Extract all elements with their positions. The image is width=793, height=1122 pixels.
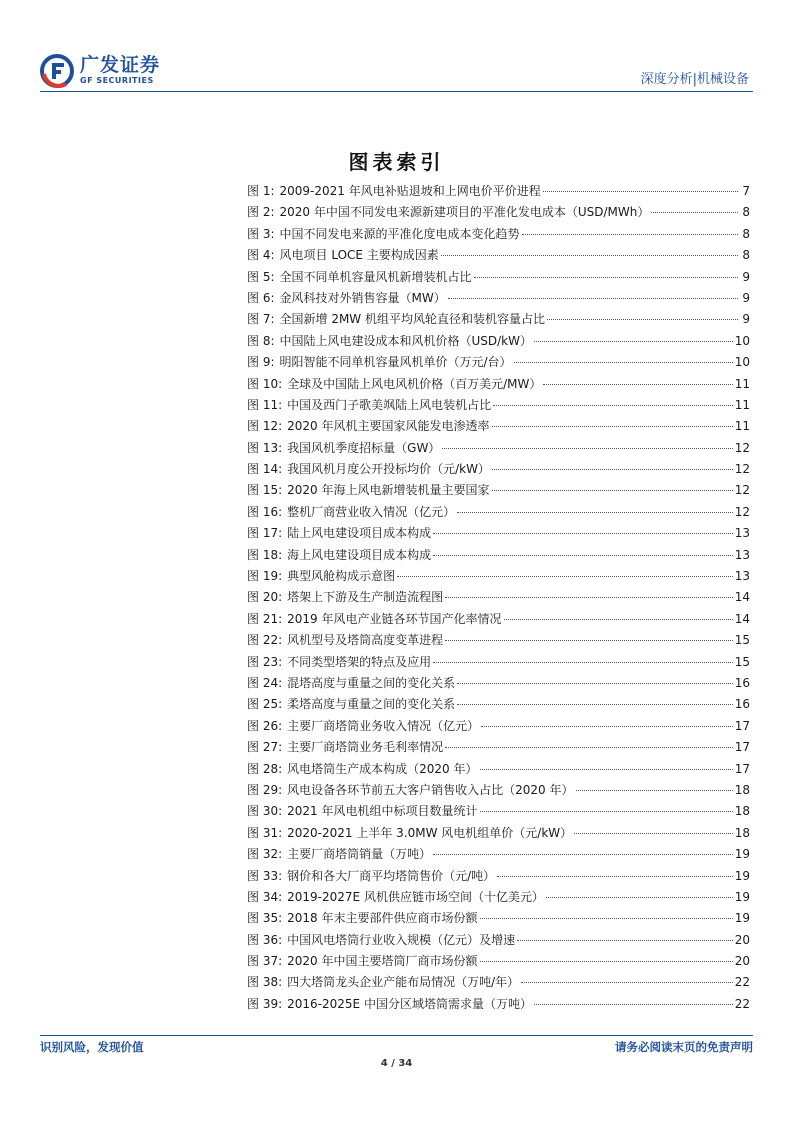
toc-entry[interactable]: [247, 416, 750, 437]
toc-entry[interactable]: [247, 459, 750, 480]
figure-page-number: 18: [734, 804, 750, 819]
logo-english-name: GF SECURITIES: [80, 76, 154, 85]
figure-number: 图 23:: [247, 654, 283, 669]
figure-page-number: 16: [734, 697, 750, 712]
dot-leader: [504, 619, 733, 620]
gf-logo-icon: [40, 54, 74, 88]
figure-number: 图 6:: [247, 290, 275, 305]
figure-title: 中国风电塔筒行业收入规模（亿元）及增速: [287, 932, 516, 947]
toc-entry[interactable]: [247, 780, 750, 801]
figure-page-number: 22: [734, 996, 750, 1011]
toc-entry[interactable]: [247, 673, 750, 694]
figure-title: 风电设备各环节前五大客户销售收入占比（2020 年）: [287, 782, 574, 797]
figure-title: 陆上风电建设项目成本构成: [287, 526, 432, 541]
dot-leader: [480, 811, 733, 812]
figure-page-number: 17: [734, 718, 750, 733]
figure-title: 主要厂商塔筒销量（万吨）: [287, 847, 432, 862]
figure-page-number: 20: [734, 932, 750, 947]
figure-page-number: 8: [742, 205, 750, 220]
toc-entry[interactable]: [247, 759, 750, 780]
dot-leader: [481, 726, 733, 727]
figure-number: 图 11:: [247, 397, 283, 412]
figure-number: 图 31:: [247, 825, 283, 840]
figure-title: 2020 年海上风电新增装机量主要国家: [287, 483, 490, 498]
figure-page-number: 19: [734, 847, 750, 862]
dot-leader: [433, 662, 733, 663]
figure-title: 我国风机季度招标量（GW）: [287, 440, 441, 455]
figure-title: 整机厂商营业收入情况（亿元）: [287, 504, 456, 519]
toc-entry[interactable]: [247, 887, 750, 908]
toc-entry[interactable]: [247, 930, 750, 951]
figure-page-number: 8: [742, 226, 750, 241]
figure-title: 明阳智能不同单机容量风机单价（万元/台）: [279, 355, 512, 370]
dot-leader: [543, 191, 738, 192]
toc-entry[interactable]: [247, 908, 750, 929]
toc-entry[interactable]: [247, 395, 750, 416]
figure-title: 2020-2021 上半年 3.0MW 风电机组单价（元/kW）: [287, 825, 573, 840]
figure-page-number: 7: [742, 184, 750, 198]
figure-title: 中国及西门子歌美飒陆上风电装机占比: [287, 397, 492, 412]
figure-title: 2020 年中国不同发电来源新建项目的平准化发电成本（USD/MWh）: [279, 205, 650, 220]
toc-entry[interactable]: [247, 844, 750, 865]
figure-title: 柔塔高度与重量之间的变化关系: [287, 697, 456, 712]
figure-title: 2009-2021 年风电补贴退坡和上网电价平价进程: [279, 184, 541, 198]
toc-entry[interactable]: [247, 224, 750, 245]
figure-page-number: 10: [734, 333, 750, 348]
toc-entry[interactable]: [247, 245, 750, 266]
figure-page-number: 16: [734, 675, 750, 690]
dot-leader: [522, 234, 738, 235]
figure-number: 图 25:: [247, 697, 283, 712]
figure-page-number: 19: [734, 911, 750, 926]
figure-page-number: 22: [734, 975, 750, 990]
figure-number: 图 13:: [247, 440, 283, 455]
figure-number: 图 9:: [247, 355, 275, 370]
toc-entry[interactable]: [247, 630, 750, 651]
figure-page-number: 15: [734, 633, 750, 648]
figure-number: 图 32:: [247, 847, 283, 862]
figure-title: 典型风舱构成示意图: [287, 569, 396, 584]
figure-page-number: 12: [734, 483, 750, 498]
footer-disclaimer-note: 请务必阅读末页的免责声明: [615, 1040, 753, 1054]
figure-number: 图 4:: [247, 248, 275, 263]
toc-entry[interactable]: [247, 331, 750, 352]
figure-number: 图 5:: [247, 269, 275, 284]
figure-page-number: 13: [734, 569, 750, 584]
dot-leader: [433, 533, 733, 534]
figure-number: 图 24:: [247, 675, 283, 690]
figure-page-number: 18: [734, 782, 750, 797]
dot-leader: [457, 683, 733, 684]
figure-page-number: 15: [734, 654, 750, 669]
figure-page-number: 12: [734, 462, 750, 477]
figure-title: 中国陆上风电建设成本和风机价格（USD/kW）: [279, 333, 532, 348]
figure-title: 全国不同单机容量风机新增装机占比: [279, 269, 472, 284]
page-number: 4 / 34: [380, 1058, 413, 1069]
dot-leader: [448, 298, 738, 299]
dot-leader: [445, 640, 733, 641]
figure-number: 图 22:: [247, 633, 283, 648]
figure-number: 图 27:: [247, 740, 283, 755]
figure-number: 图 17:: [247, 526, 283, 541]
dot-leader: [442, 448, 732, 449]
figure-number: 图 26:: [247, 718, 283, 733]
figure-number: 图 8:: [247, 333, 275, 348]
figure-number: 图 29:: [247, 782, 283, 797]
figure-title: 2018 年末主要部件供应商市场份额: [287, 911, 478, 926]
dot-leader: [457, 704, 733, 705]
report-category: 深度分析|机械设备: [640, 72, 749, 87]
figure-number: 图 7:: [247, 312, 275, 327]
toc-entry[interactable]: [247, 309, 750, 330]
figure-number: 图 16:: [247, 504, 283, 519]
toc-entry[interactable]: [247, 737, 750, 758]
figure-title: 风电项目 LOCE 主要构成因素: [279, 248, 439, 263]
figure-page-number: 9: [742, 312, 750, 327]
figure-number: 图 21:: [247, 611, 283, 626]
figure-number: 图 33:: [247, 868, 283, 883]
toc-entry[interactable]: [247, 823, 750, 844]
dot-leader: [445, 597, 733, 598]
toc-entry[interactable]: [247, 267, 750, 288]
dot-leader: [497, 876, 733, 877]
figure-page-number: 18: [734, 825, 750, 840]
dot-leader: [576, 790, 733, 791]
dot-leader: [433, 854, 733, 855]
figure-title: 金风科技对外销售容量（MW）: [279, 290, 446, 305]
figure-page-number: 8: [742, 248, 750, 263]
figure-number: 图 12:: [247, 419, 283, 434]
figure-number: 图 19:: [247, 569, 283, 584]
figure-page-number: 13: [734, 547, 750, 562]
figure-number: 图 34:: [247, 889, 283, 904]
figure-index-list: [247, 181, 750, 1015]
figure-number: 图 30:: [247, 804, 283, 819]
figure-title: 中国不同发电来源的平准化度电成本变化趋势: [279, 226, 520, 241]
page-title: 图表索引: [348, 150, 445, 174]
figure-title: 不同类型塔架的特点及应用: [287, 654, 432, 669]
figure-number: 图 39:: [247, 996, 283, 1011]
dot-leader: [517, 940, 733, 941]
figure-page-number: 9: [742, 290, 750, 305]
figure-page-number: 10: [734, 355, 750, 370]
figure-title: 风电塔筒生产成本构成（2020 年）: [287, 761, 478, 776]
dot-leader: [480, 961, 733, 962]
toc-entry[interactable]: [247, 951, 750, 972]
footer-divider: [40, 1035, 753, 1036]
dot-leader: [651, 212, 738, 213]
figure-title: 风机型号及塔筒高度变革进程: [287, 633, 444, 648]
dot-leader: [547, 319, 738, 320]
figure-number: 图 36:: [247, 932, 283, 947]
figure-number: 图 28:: [247, 761, 283, 776]
figure-number: 图 3:: [247, 226, 275, 241]
figure-title: 2019-2027E 风机供应链市场空间（十亿美元）: [287, 889, 544, 904]
figure-title: 四大塔筒龙头企业产能布局情况（万吨/年）: [287, 975, 520, 990]
figure-page-number: 17: [734, 761, 750, 776]
toc-entry[interactable]: [247, 438, 750, 459]
toc-entry[interactable]: [247, 374, 750, 395]
toc-entry[interactable]: [247, 994, 750, 1015]
figure-title: 我国风机月度公开投标均价（元/kW）: [287, 462, 490, 477]
toc-entry[interactable]: [247, 716, 750, 737]
dot-leader: [493, 405, 733, 406]
figure-number: 图 14:: [247, 462, 283, 477]
toc-entry[interactable]: [247, 202, 750, 223]
figure-number: 图 37:: [247, 954, 283, 969]
figure-page-number: 20: [734, 954, 750, 969]
figure-title: 2021 年风电机组中标项目数量统计: [287, 804, 478, 819]
figure-title: 混塔高度与重量之间的变化关系: [287, 675, 456, 690]
figure-page-number: 11: [734, 419, 750, 434]
dot-leader: [433, 555, 733, 556]
figure-title: 主要厂商塔筒业务毛利率情况: [287, 740, 444, 755]
dot-leader: [521, 982, 733, 983]
footer-slogan: 识别风险，发现价值: [40, 1040, 144, 1054]
dot-leader: [397, 576, 733, 577]
figure-title: 钢价和各大厂商平均塔筒售价（元/吨）: [287, 868, 496, 883]
dot-leader: [445, 747, 733, 748]
figure-number: 图 10:: [247, 376, 283, 391]
figure-page-number: 13: [734, 526, 750, 541]
dot-leader: [492, 469, 733, 470]
figure-number: 图 18:: [247, 547, 283, 562]
toc-entry[interactable]: [247, 545, 750, 566]
figure-title: 2016-2025E 中国分区域塔筒需求量（万吨）: [287, 996, 532, 1011]
header-divider: [40, 91, 753, 92]
figure-page-number: 9: [742, 269, 750, 284]
toc-entry[interactable]: [247, 523, 750, 544]
dot-leader: [534, 1004, 733, 1005]
dot-leader: [480, 918, 733, 919]
toc-entry[interactable]: [247, 801, 750, 822]
figure-title: 2019 年风电产业链各环节国产化率情况: [287, 611, 502, 626]
figure-title: 全球及中国陆上风电风机价格（百万美元/MW）: [287, 376, 542, 391]
toc-entry[interactable]: [247, 502, 750, 523]
figure-title: 2020 年风机主要国家风能发电渗透率: [287, 419, 490, 434]
figure-number: 图 35:: [247, 911, 283, 926]
figure-page-number: 14: [734, 611, 750, 626]
figure-title: 2020 年中国主要塔筒厂商市场份额: [287, 954, 478, 969]
dot-leader: [492, 426, 733, 427]
toc-entry[interactable]: [247, 587, 750, 608]
logo-chinese-name: 广发证券: [80, 54, 161, 76]
figure-page-number: 11: [734, 397, 750, 412]
company-logo: [40, 54, 160, 88]
dot-leader: [534, 341, 733, 342]
figure-title: 塔架上下游及生产制造流程图: [287, 590, 444, 605]
dot-leader: [543, 384, 732, 385]
toc-entry[interactable]: [247, 652, 750, 673]
figure-page-number: 19: [734, 868, 750, 883]
dot-leader: [480, 769, 733, 770]
dot-leader: [514, 362, 733, 363]
page-header: [40, 50, 753, 92]
toc-entry[interactable]: [247, 181, 750, 202]
figure-number: 图 20:: [247, 590, 283, 605]
figure-number: 图 38:: [247, 975, 283, 990]
figure-page-number: 17: [734, 740, 750, 755]
dot-leader: [474, 277, 738, 278]
figure-page-number: 12: [734, 440, 750, 455]
figure-title: 主要厂商塔筒业务收入情况（亿元）: [287, 718, 480, 733]
dot-leader: [441, 255, 738, 256]
toc-entry[interactable]: [247, 288, 750, 309]
toc-entry[interactable]: [247, 352, 750, 373]
toc-entry[interactable]: [247, 972, 750, 993]
figure-title: 全国新增 2MW 机组平均风轮直径和装机容量占比: [279, 312, 545, 327]
figure-title: 海上风电建设项目成本构成: [287, 547, 432, 562]
dot-leader: [574, 833, 733, 834]
toc-entry[interactable]: [247, 694, 750, 715]
dot-leader: [492, 490, 733, 491]
figure-number: 图 1:: [247, 184, 275, 198]
toc-entry[interactable]: [247, 566, 750, 587]
figure-page-number: 12: [734, 504, 750, 519]
figure-number: 图 2:: [247, 205, 275, 220]
dot-leader: [457, 512, 733, 513]
toc-entry[interactable]: [247, 480, 750, 501]
figure-number: 图 15:: [247, 483, 283, 498]
dot-leader: [546, 897, 733, 898]
figure-page-number: 19: [734, 889, 750, 904]
toc-entry[interactable]: [247, 866, 750, 887]
figure-page-number: 11: [734, 376, 750, 391]
toc-entry[interactable]: [247, 609, 750, 630]
figure-page-number: 14: [734, 590, 750, 605]
